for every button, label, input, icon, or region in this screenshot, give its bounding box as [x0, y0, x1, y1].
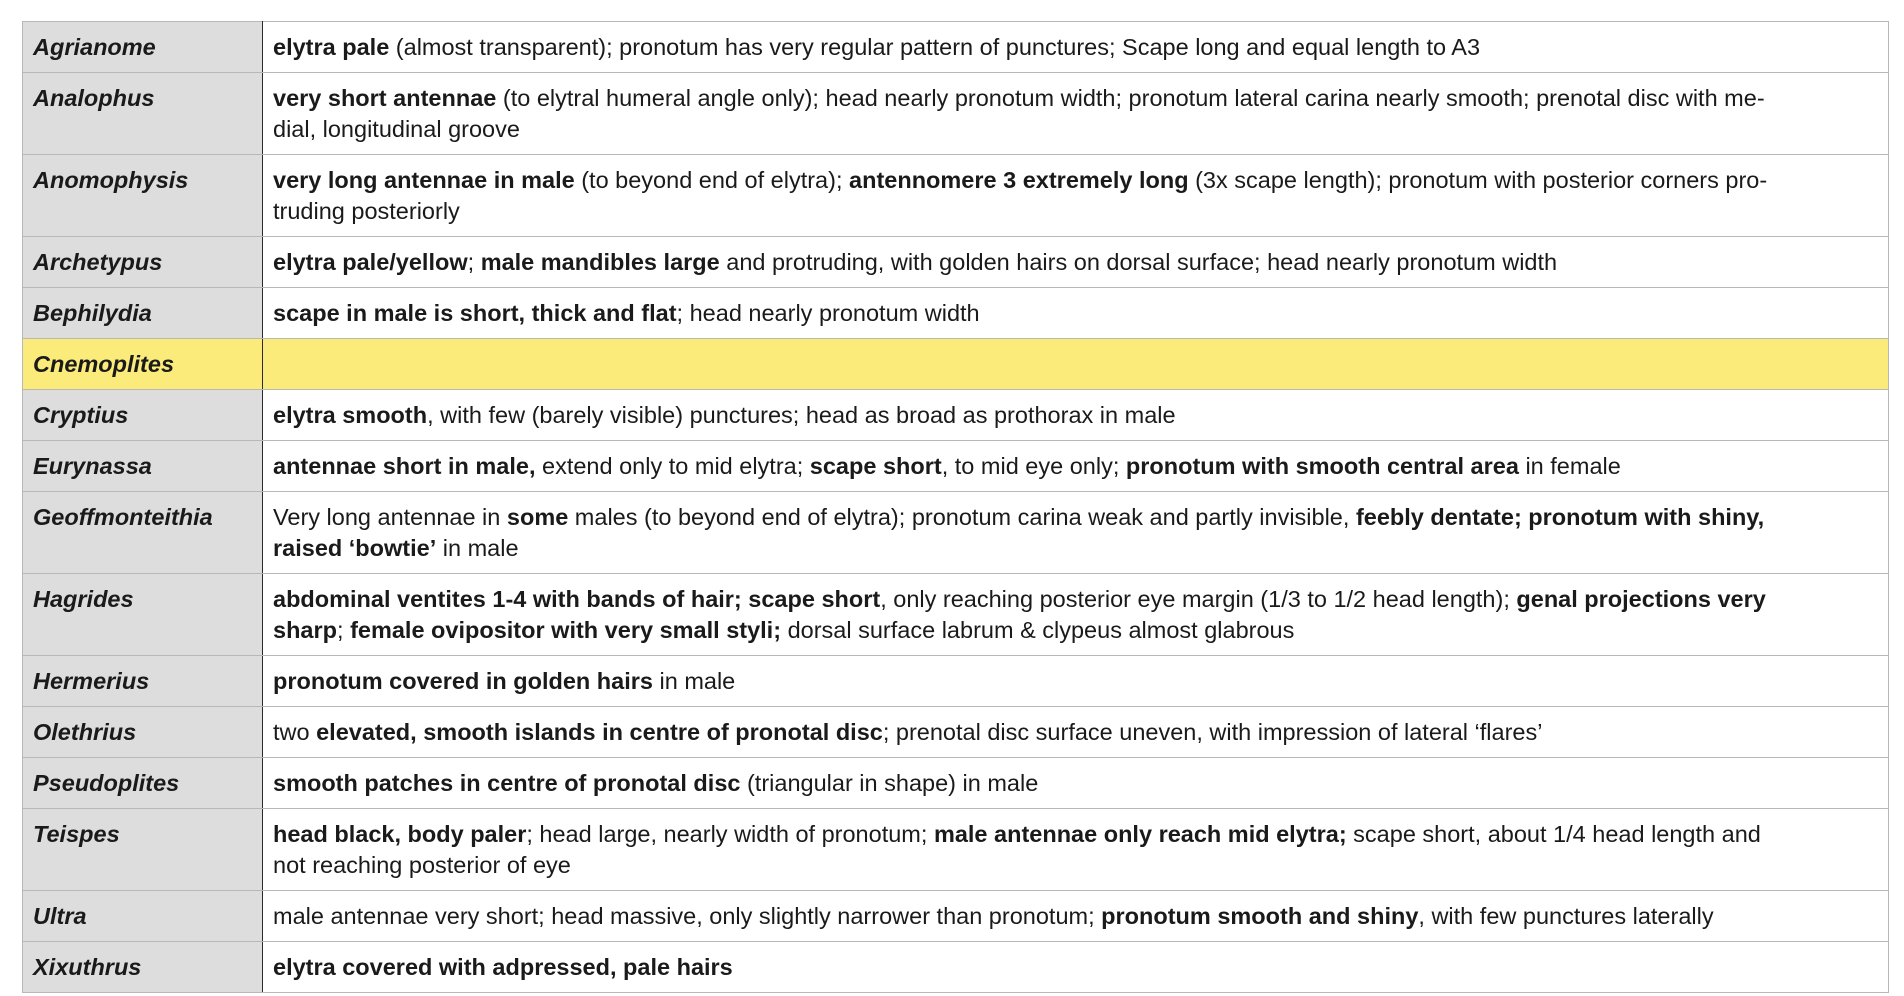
- table-body: [23, 22, 1889, 993]
- description-cell: [263, 390, 1889, 441]
- description-cell: [263, 73, 1889, 155]
- genus-name-cell: Bephilydia: [23, 288, 263, 339]
- description-text: in female: [1518, 453, 1621, 479]
- table-row: [23, 942, 1889, 993]
- table-row: [23, 492, 1889, 574]
- description-text: male antennae very short; head massive, only slightly narrower than pronotum;: [273, 903, 1102, 929]
- description-cell: [263, 22, 1889, 73]
- bold-diagnostic-text: smooth patches in centre of pronotal disc: [273, 770, 741, 796]
- description-text: (3x scape length); pronotum with posterior corners pro-: [1188, 167, 1768, 193]
- genus-name-cell: Eurynassa: [23, 441, 263, 492]
- table-row: [23, 707, 1889, 758]
- description-cell: [263, 339, 1889, 390]
- genus-name-cell: Pseudoplites: [23, 758, 263, 809]
- bold-diagnostic-text: genal projections very: [1516, 586, 1766, 612]
- genus-name-cell: Anomophysis: [23, 155, 263, 237]
- description-cell: [263, 758, 1889, 809]
- table-row: [23, 390, 1889, 441]
- table-row: [23, 22, 1889, 73]
- bold-diagnostic-text: feebly dentate; pronotum with shiny,: [1355, 504, 1765, 530]
- bold-diagnostic-text: very long antennae in male: [273, 167, 575, 193]
- description-text: ;: [337, 617, 351, 643]
- bold-diagnostic-text: very short antennae: [273, 85, 497, 111]
- genus-name-cell: Analophus: [23, 73, 263, 155]
- description-text: in male: [652, 668, 736, 694]
- bold-diagnostic-text: elytra smooth: [273, 402, 428, 428]
- description-cell: [263, 891, 1889, 942]
- bold-diagnostic-text: some: [506, 504, 569, 530]
- genus-name-cell: Ultra: [23, 891, 263, 942]
- bold-diagnostic-text: male mandibles large: [480, 249, 720, 275]
- bold-diagnostic-text: elytra pale/yellow: [273, 249, 468, 275]
- description-text: (almost transparent); pronotum has very regular pattern of punctures; Scape long and equal length to A3: [389, 34, 1481, 60]
- description-text: in male: [436, 535, 519, 561]
- bold-diagnostic-text: female ovipositor with very small styli;: [350, 617, 782, 643]
- description-cell: [263, 155, 1889, 237]
- bold-diagnostic-text: scape in male is short, thick and flat: [273, 300, 677, 326]
- description-text: two: [273, 719, 317, 745]
- genus-name-cell: Agrianome: [23, 22, 263, 73]
- description-text: dorsal surface labrum & clypeus almost glabrous: [781, 617, 1295, 643]
- table-row: [23, 441, 1889, 492]
- genus-name-cell: Archetypus: [23, 237, 263, 288]
- bold-diagnostic-text: pronotum with smooth central area: [1125, 453, 1519, 479]
- genus-name-cell: Cnemoplites: [23, 339, 263, 390]
- description-text: and protruding, with golden hairs on dorsal surface; head nearly pronotum width: [719, 249, 1558, 275]
- description-text: , to mid eye only;: [941, 453, 1126, 479]
- description-text: males (to beyond end of elytra); pronotum carina weak and partly invisible,: [568, 504, 1356, 530]
- description-text: (to elytral humeral angle only); head nearly pronotum width; pronotum lateral carina nearly smooth; prenotal disc with me-: [496, 85, 1765, 111]
- description-text: , with few (barely visible) punctures; head as broad as prothorax in male: [427, 402, 1176, 428]
- description-cell: [263, 656, 1889, 707]
- bold-diagnostic-text: scape short: [809, 453, 942, 479]
- description-cell: [263, 942, 1889, 993]
- bold-diagnostic-text: male antennae only reach mid elytra;: [933, 821, 1347, 847]
- genus-name-cell: Cryptius: [23, 390, 263, 441]
- bold-diagnostic-text: elevated, smooth islands in centre of pronotal disc: [316, 719, 883, 745]
- table-row: [23, 809, 1889, 891]
- table-row: [23, 339, 1889, 390]
- description-text: ;: [467, 249, 481, 275]
- description-text: Very long antennae in: [273, 504, 507, 530]
- description-text: truding posteriorly: [273, 198, 460, 224]
- bold-diagnostic-text: pronotum covered in golden hairs: [273, 668, 653, 694]
- bold-diagnostic-text: abdominal ventites 1-4 with bands of hair; scape short: [273, 586, 881, 612]
- genus-name-cell: Hermerius: [23, 656, 263, 707]
- bold-diagnostic-text: sharp: [273, 617, 337, 643]
- genus-name-cell: Geoffmonteithia: [23, 492, 263, 574]
- description-text: , only reaching posterior eye margin (1/3 to 1/2 head length);: [880, 586, 1517, 612]
- description-cell: [263, 574, 1889, 656]
- bold-diagnostic-text: elytra covered with adpressed, pale hairs: [273, 954, 733, 980]
- bold-diagnostic-text: head black, body paler: [273, 821, 527, 847]
- description-text: extend only to mid elytra;: [535, 453, 810, 479]
- description-text: scape short, about 1/4 head length and: [1346, 821, 1761, 847]
- genus-diagnostic-table: [22, 21, 1889, 993]
- bold-diagnostic-text: elytra pale: [273, 34, 390, 60]
- description-text: dial, longitudinal groove: [273, 116, 520, 142]
- description-cell: [263, 707, 1889, 758]
- table-row: [23, 73, 1889, 155]
- table-row: [23, 574, 1889, 656]
- table-row: [23, 758, 1889, 809]
- bold-diagnostic-text: antennomere 3 extremely long: [849, 167, 1189, 193]
- table-row: [23, 155, 1889, 237]
- description-text: (triangular in shape) in male: [740, 770, 1039, 796]
- description-text: ; head nearly pronotum width: [676, 300, 980, 326]
- description-text: (to beyond end of elytra);: [574, 167, 850, 193]
- description-cell: [263, 492, 1889, 574]
- table-row: [23, 288, 1889, 339]
- bold-diagnostic-text: raised ‘bowtie’: [273, 535, 437, 561]
- bold-diagnostic-text: antennae short in male,: [273, 453, 536, 479]
- genus-name-cell: Hagrides: [23, 574, 263, 656]
- description-text: not reaching posterior of eye: [273, 852, 571, 878]
- table-row: [23, 891, 1889, 942]
- description-cell: [263, 441, 1889, 492]
- genus-name-cell: Teispes: [23, 809, 263, 891]
- description-cell: [263, 237, 1889, 288]
- genus-name-cell: Olethrius: [23, 707, 263, 758]
- genus-name-cell: Xixuthrus: [23, 942, 263, 993]
- description-cell: [263, 288, 1889, 339]
- description-text: , with few punctures laterally: [1418, 903, 1714, 929]
- description-cell: [263, 809, 1889, 891]
- description-text: ; prenotal disc surface uneven, with impression of lateral ‘flares’: [882, 719, 1543, 745]
- table-row: [23, 237, 1889, 288]
- description-text: ; head large, nearly width of pronotum;: [526, 821, 934, 847]
- table-row: [23, 656, 1889, 707]
- bold-diagnostic-text: pronotum smooth and shiny: [1101, 903, 1419, 929]
